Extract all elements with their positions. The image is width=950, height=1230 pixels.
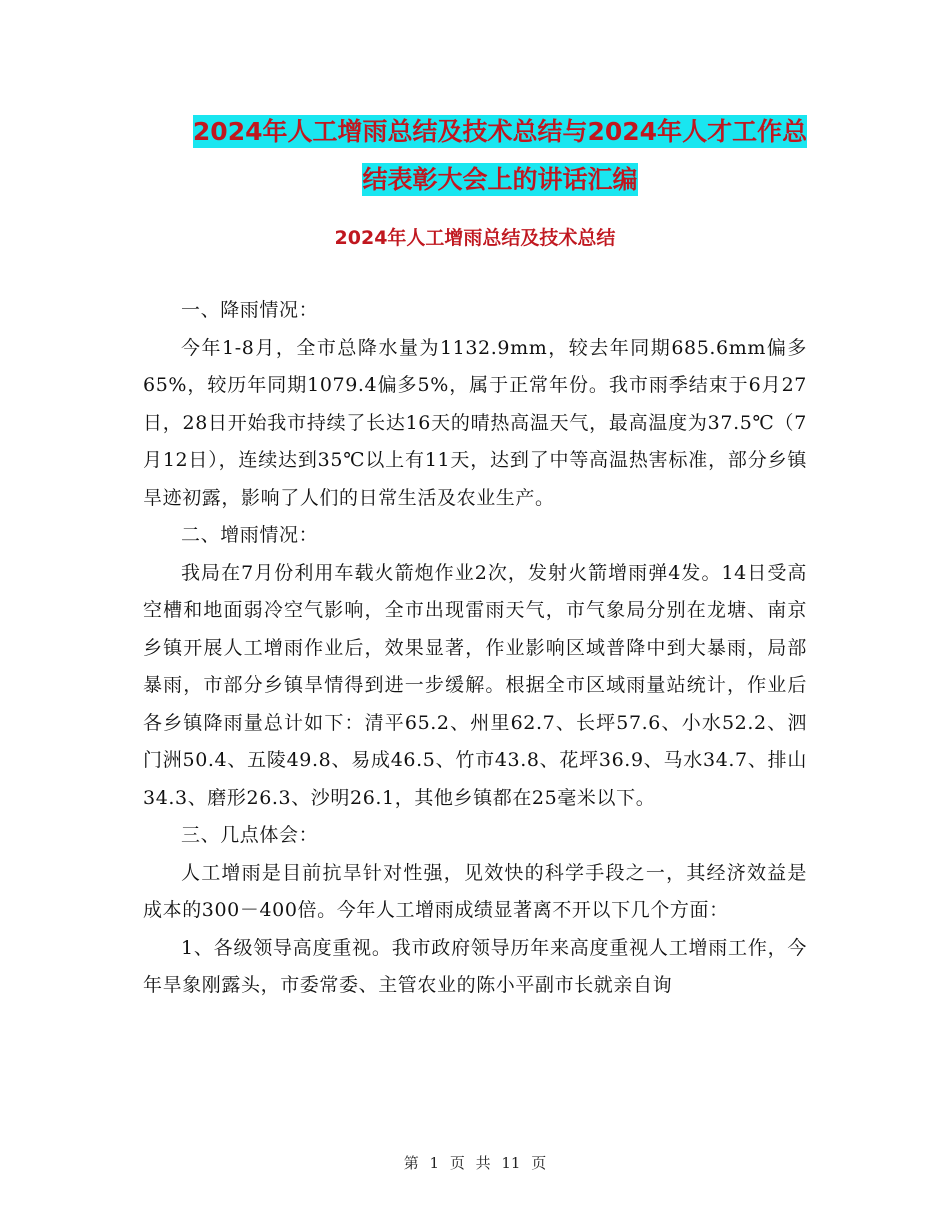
paragraph-rain-enhancement: 我局在7月份利用车载火箭炮作业2次，发射火箭增雨弹4发。14日受高空槽和地面弱冷空气影响，全市出现雷雨天气，市气象局分别在龙塘、南京乡镇开展人工增雨作业后，效果显著，作业影响区域普降中到大暴雨，局部暴雨，市部分乡镇旱情得到进一步缓解。根据全市区域雨量站统计，作业后各乡镇降雨量总计如下：清平65.2、州里62.7、长坪57.6、小水52.2、泗门洲50.4、五陵49.8、易成46.5、竹市43.8、花坪36.9、马水34.7、排山34.3、磨形26.3、沙明26.1，其他乡镇都在25毫米以下。 — [143, 561, 807, 809]
document-title-line-2: 结表彰大会上的讲话汇编 — [362, 165, 638, 194]
section-title: 2024年人工增雨总结及技术总结 — [334, 227, 616, 249]
document-body — [143, 292, 807, 1005]
document-title — [140, 108, 860, 204]
heading-rainfall: 一、降雨情况： — [181, 299, 319, 321]
document-title-line-1: 2024年人工增雨总结及技术总结与2024年人才工作总 — [192, 117, 808, 146]
heading-experience: 三、几点体会： — [181, 824, 319, 846]
page-footer: 第 1 页 共 11 页 — [403, 1154, 547, 1172]
paragraph-experience-intro: 人工增雨是目前抗旱针对性强，见效快的科学手段之一，其经济效益是成本的300－400倍。今年人工增雨成绩显著离不开以下几个方面： — [143, 861, 807, 921]
paragraph-rainfall: 今年1-8月，全市总降水量为1132.9mm，较去年同期685.6mm偏多65%，较历年同期1079.4偏多5%，属于正常年份。我市雨季结束于6月27日，28日开始我市持续了长达16天的晴热高温天气，最高温度为37.5℃（7月12日），连续达到35℃以上有11天，达到了中等高温热害标准，部分乡镇旱迹初露，影响了人们的日常生活及农业生产。 — [143, 336, 807, 509]
paragraph-leadership: 1、各级领导高度重视。我市政府领导历年来高度重视人工增雨工作，今年旱象刚露头，市委常委、主管农业的陈小平副市长就亲自询 — [143, 936, 807, 996]
heading-rain-enhancement: 二、增雨情况： — [181, 524, 319, 546]
